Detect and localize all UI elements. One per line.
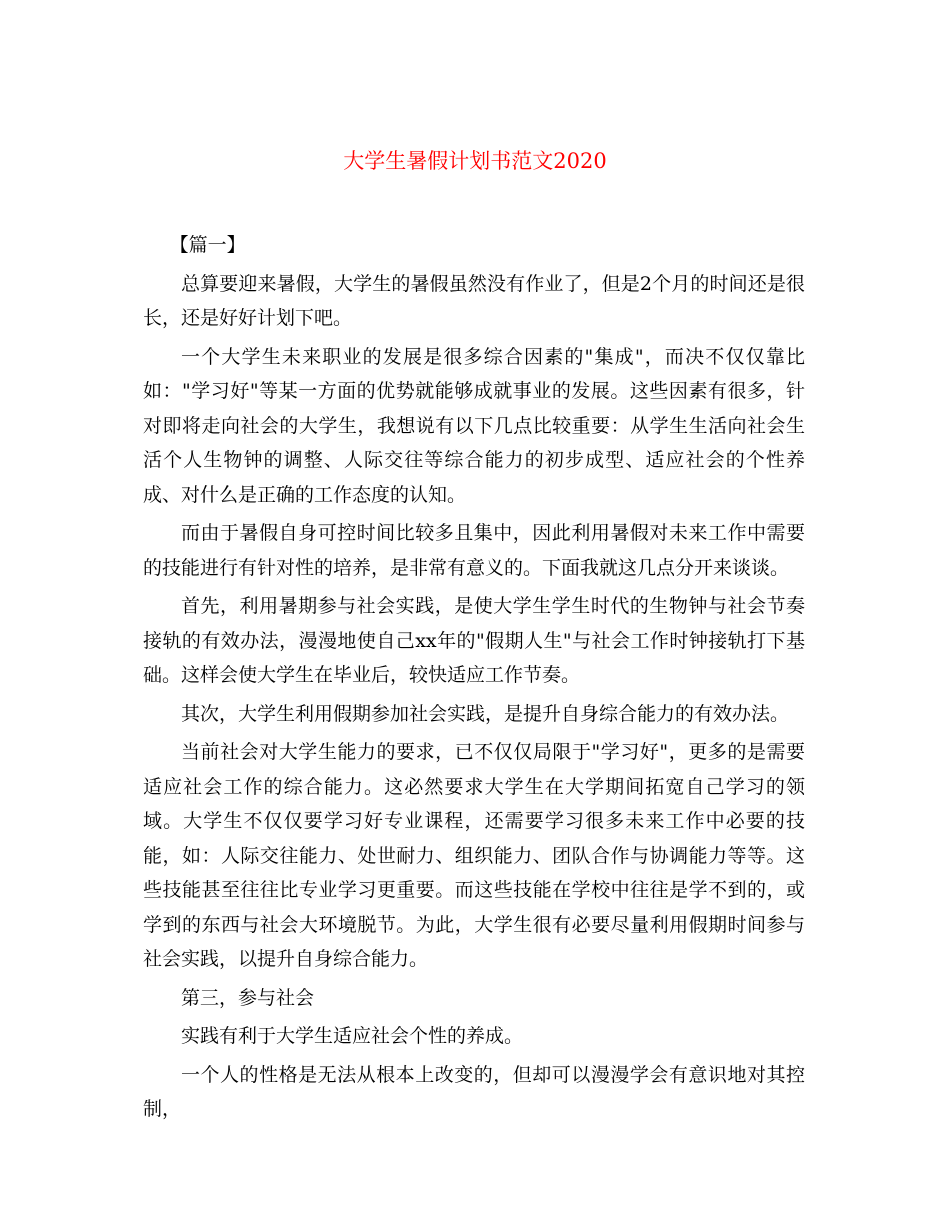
paragraph: 首先，利用暑期参与社会实践，是使大学生学生时代的生物钟与社会节奏接轨的有效办法，漫漫地使自己xx年的"假期人生"与社会工作时钟接轨打下基础。这样会使大学生在毕业后，较快适应工作节奏。 [143,595,805,686]
paragraph: 一个人的性格是无法从根本上改变的，但却可以漫漫学会有意识地对其控制， [143,1063,805,1120]
paragraph: 第三，参与社会 [181,986,315,1009]
paragraph: 当前社会对大学生能力的要求，已不仅仅局限于"学习好"，更多的是需要适应社会工作的综合能力。这必然要求大学生在大学期间拓宽自己学习的领域。大学生不仅仅要学习好专业课程，还需要学习很多未来工作中必要的技能，如：人际交往能力、处世耐力、组织能力、团队合作与协调能力等等。这些技能甚至往往比专业学习更重要。而这些技能在学校中往往是学不到的，或学到的东西与社会大环境脱节。为此，大学生很有必要尽量利用假期时间参与社会实践，以提升自身综合能力。 [143,741,805,970]
document-title: 大学生暑假计划书范文2020 [343,149,607,173]
paragraph: 其次，大学生利用假期参加社会实践，是提升自身综合能力的有效办法。 [181,702,790,725]
paragraph: 一个大学生未来职业的发展是很多综合因素的"集成"，而决不仅仅靠比如："学习好"等某一方面的优势就能够成就事业的发展。这些因素有很多，针对即将走向社会的大学生，我想说有以下几点比较重要：从学生生活向社会生活个人生物钟的调整、人际交往等综合能力的初步成型、适应社会的个性养成、对什么是正确的工作态度的认知。 [143,345,805,506]
document-body [143,228,805,1131]
paragraph: 而由于暑假自身可控时间比较多且集中，因此利用暑假对未来工作中需要的技能进行有针对性的培养，是非常有意义的。下面我就这几点分开来谈谈。 [143,522,805,579]
paragraph: 实践有利于大学生适应社会个性的养成。 [181,1025,524,1047]
section-heading: 【篇一】 [169,234,246,256]
paragraph: 总算要迎来暑假，大学生的暑假虽然没有作业了，但是2个月的时间还是很长，还是好好计划下吧。 [143,272,805,329]
